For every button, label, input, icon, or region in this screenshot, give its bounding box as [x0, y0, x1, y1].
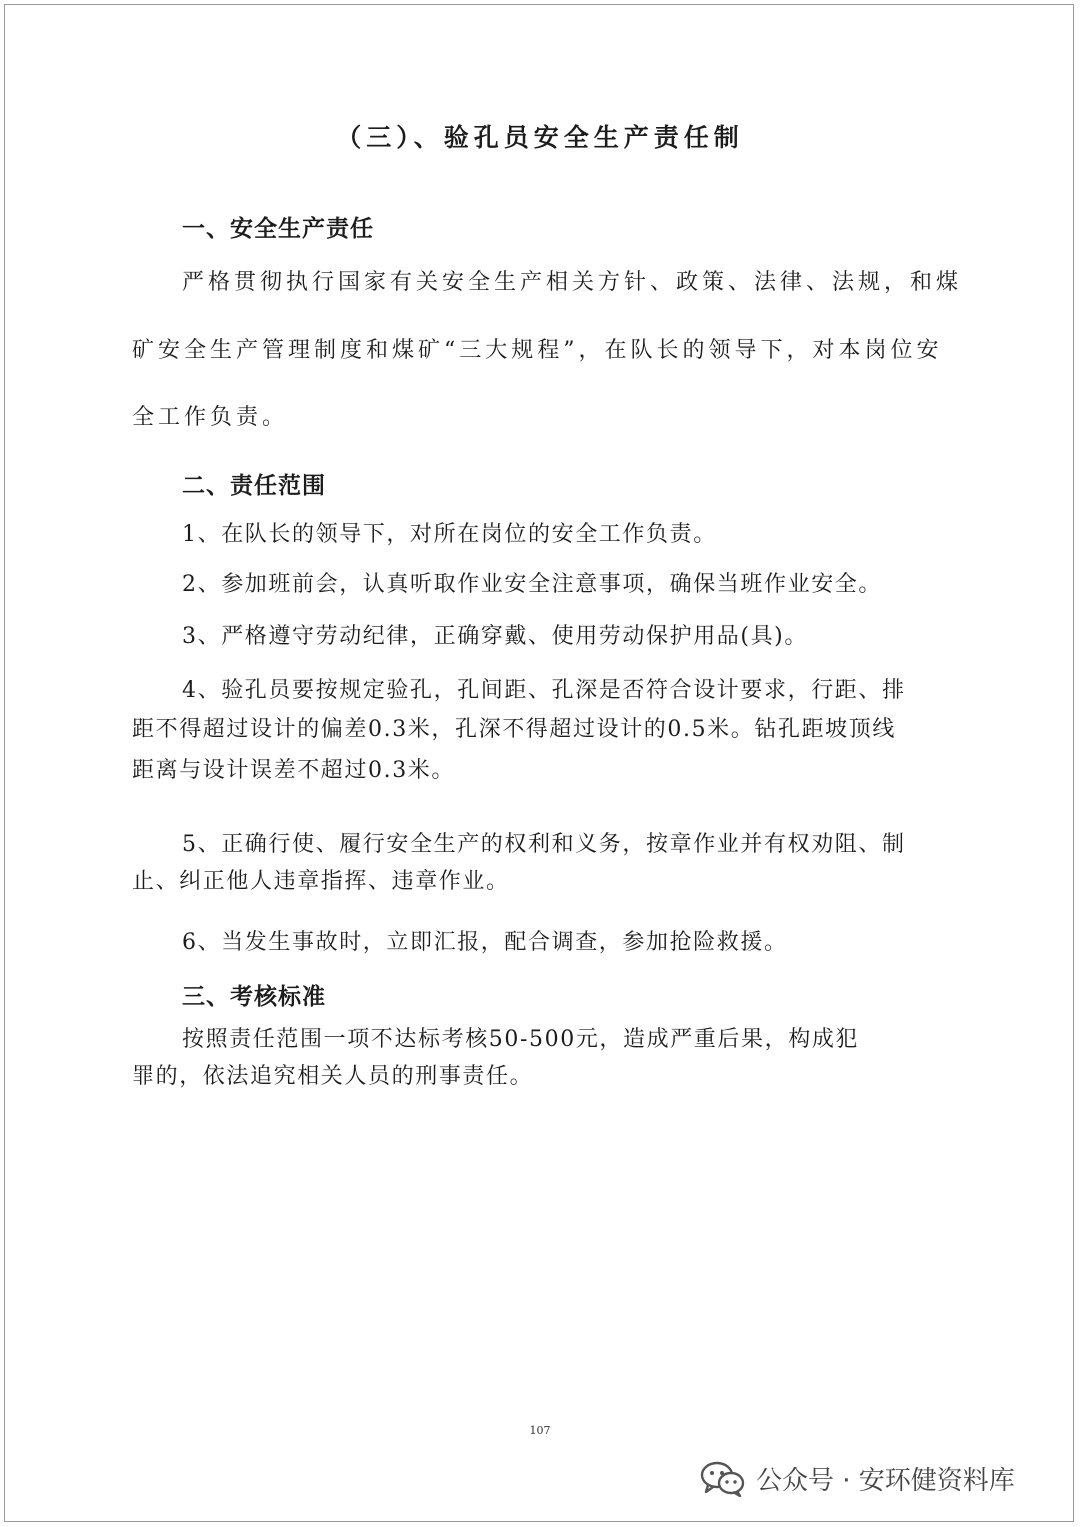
section1-line-2: 矿安全生产管理制度和煤矿“三大规程”，在队长的领导下，对本岗位安	[132, 338, 943, 363]
section3-line-2: 罪的，依法追究相关人员的刑事责任。	[132, 1064, 534, 1089]
watermark-text: 公众号 · 安环健资料库	[756, 1466, 1015, 1496]
section2-item-5-line-1: 5、正确行使、履行安全生产的权利和义务，按章作业并有权劝阻、制	[182, 832, 906, 857]
section1-line-3: 全工作负责。	[132, 405, 289, 430]
section2-item-4-line-1: 4、验孔员要按规定验孔，孔间距、孔深是否符合设计要求，行距、排	[182, 678, 906, 703]
section2-item-4-line-3: 距离与设计误差不超过0.3米。	[132, 758, 455, 783]
section3-line-1: 按照责任范围一项不达标考核50-500元，造成严重后果，构成犯	[182, 1027, 860, 1052]
page-number: 107	[529, 1424, 551, 1437]
wechat-icon	[700, 1461, 746, 1497]
section2-item-6: 6、当发生事故时，立即汇报，配合调查，参加抢险救援。	[182, 930, 788, 955]
page-title: （三）、验孔员安全生产责任制	[336, 123, 744, 152]
section1-heading: 一、安全生产责任	[182, 215, 374, 242]
watermark	[700, 1460, 1015, 1497]
section3-heading: 三、考核标准	[182, 983, 326, 1010]
section2-item-3: 3、严格遵守劳动纪律，正确穿戴、使用劳动保护用品(具)。	[182, 624, 808, 649]
section2-item-4-line-2: 距不得超过设计的偏差0.3米，孔深不得超过设计的0.5米。钻孔距坡顶线	[132, 717, 896, 742]
section2-heading: 二、责任范围	[182, 472, 326, 499]
section2-item-2: 2、参加班前会，认真听取作业安全注意事项，确保当班作业安全。	[182, 572, 882, 597]
section2-item-1: 1、在队长的领导下，对所在岗位的安全工作负责。	[182, 522, 717, 547]
section1-line-1: 严格贯彻执行国家有关安全生产相关方针、政策、法律、法规，和煤	[182, 270, 963, 295]
section2-item-5-line-2: 止、纠正他人违章指挥、违章作业。	[132, 869, 510, 894]
